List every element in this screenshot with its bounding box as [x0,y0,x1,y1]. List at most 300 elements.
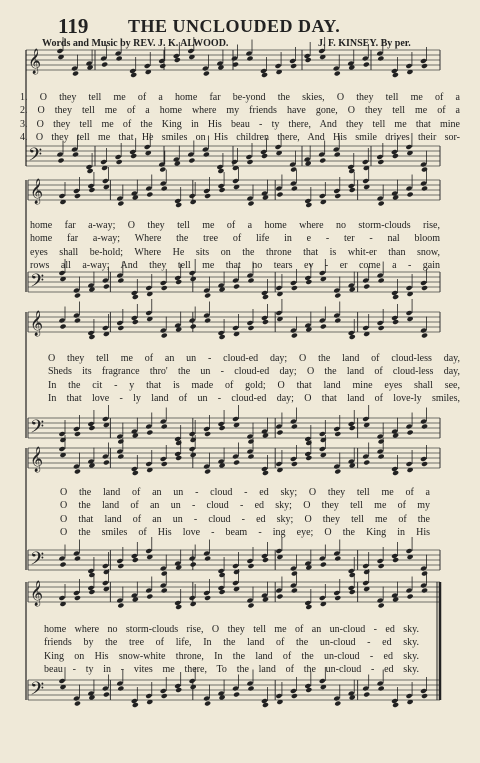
note-head [116,320,123,326]
note-head [73,551,80,557]
note-head [72,152,79,158]
note-head [102,454,109,460]
note-head [247,686,254,692]
note-head [204,595,211,601]
note-head [363,460,370,466]
note-head [189,556,196,562]
note-head [102,580,109,586]
lyric-line: home far a-way; O they tell me of a home where no storm-clouds rise, [30,220,440,231]
note-head [290,63,297,69]
note-head [407,594,414,600]
note-head [145,285,152,291]
note-head [161,693,168,699]
note-head [406,424,413,430]
note-head [406,186,413,192]
bass-clef-icon: 𝄢 [30,271,45,296]
note-head [363,692,370,698]
note-head [161,333,168,339]
note-head [362,325,369,331]
note-head [246,449,253,455]
note-head [377,196,384,202]
treble-clef-icon: 𝄞 [28,49,42,74]
note-head [117,603,124,609]
note-head [58,678,65,684]
note-head [160,566,167,572]
note-head [245,51,252,57]
note-head [291,186,298,192]
note-head [145,588,152,594]
note-head [378,686,385,692]
note-head [116,434,123,440]
note-head [333,313,340,319]
note-head [320,324,327,330]
note-head [102,416,109,422]
note-head [334,469,341,475]
note-head [247,201,254,207]
lyric-line: In the cit - y that is made of gold; O that land mine eyes shall see, [48,379,460,391]
note-head [144,63,151,69]
bass-clef-icon: 𝄢 [30,679,45,704]
note-head [58,595,65,601]
lyric-line: home far a-way; Where the tree of life in e - ter - nal bloom [30,233,440,245]
note-head [117,325,124,331]
note-head [247,454,254,460]
note-head [421,588,428,594]
note-head [276,430,283,436]
note-head [421,424,428,430]
lyric-line: 2. O they tell me of a home where my friends have gone, O they tell me of a [20,105,460,117]
note-head [362,454,369,460]
note-head [378,454,385,460]
note-head [100,56,107,62]
note-head [160,456,167,462]
note-head [406,693,413,699]
note-head [204,318,211,324]
note-head [73,188,80,194]
lyric-line: O the land of an un - cloud - ed sky; O they tell me of my [60,500,430,512]
note-head [275,424,282,430]
note-head [202,66,209,72]
note-head [289,58,296,64]
lyrics-block-5 [44,623,419,677]
note-head [245,154,252,160]
note-head [232,454,239,460]
note-head [289,162,296,168]
note-head [159,167,166,173]
music-credit: J. F. KINSEY. By per. [318,38,411,49]
lyric-line: In that love - ly land of un - cloud-ed day; O that land of love-ly smiles, [48,393,460,405]
note-head [116,159,123,165]
note-head [189,193,196,199]
note-head [117,454,124,460]
note-head [102,686,109,692]
lyric-line: O the smiles of His love - beam - ing eye; O the King in His [60,527,430,539]
note-head [378,278,385,284]
note-head [378,439,385,445]
note-head [74,469,81,475]
note-head [319,318,326,324]
note-head [117,278,124,284]
note-head [58,193,65,199]
note-head [102,325,109,331]
note-head [276,192,283,198]
note-head [232,580,239,586]
note-head [58,318,65,324]
note-head [406,461,413,467]
note-head [103,284,110,290]
note-head [421,693,428,699]
note-head [319,431,326,437]
note-head [231,159,238,165]
note-head [117,686,124,692]
treble-clef-icon: 𝄞 [30,581,44,606]
note-head [246,558,253,564]
note-head [246,681,253,687]
note-head [71,66,78,72]
note-head [160,419,167,425]
note-head [275,310,282,316]
note-head [377,558,384,564]
note-head [290,583,297,589]
note-head [56,152,63,158]
note-head [333,147,340,153]
note-head [232,325,239,331]
note-head [333,426,340,432]
note-head [203,313,210,319]
note-head [275,186,282,192]
note-head [73,426,80,432]
note-head [203,551,210,557]
note-head [232,278,239,284]
lyric-line: O that land of an un - cloud - ed sky; O they tell me of the [60,513,430,525]
note-head [233,284,240,290]
note-head [233,460,240,466]
note-head [421,461,428,467]
note-head [247,603,254,609]
lyric-line: eyes shall be-hold; Where He sits on the throne that is whit-er than snow, [30,246,440,258]
note-head [420,583,427,589]
note-head [319,678,326,684]
note-head [407,192,414,198]
note-head [334,318,341,324]
note-head [145,461,152,467]
note-head [203,71,210,77]
note-head [203,188,210,194]
note-head [161,424,168,430]
note-head [377,320,384,326]
note-head [59,324,66,330]
note-head [319,595,326,601]
hymn-number: 119 [58,14,89,38]
note-head [73,464,80,470]
note-head [420,456,427,462]
note-head [362,278,369,284]
note-head [231,56,238,62]
note-head [204,556,211,562]
note-head [319,556,326,562]
note-head [290,181,297,187]
lyric-line: O they tell me of an un - cloud-ed day; O the land of cloud-less day, [48,353,460,364]
note-head [363,62,370,68]
note-head [246,159,253,165]
note-head [275,63,282,69]
note-head [103,460,110,466]
note-head [275,548,282,554]
note-head [189,595,196,601]
lyric-line: home where no storm-clouds rise, O they tell me of an un-cloud - ed sky. [44,624,419,635]
note-head [232,416,239,422]
note-head [378,563,385,569]
note-head [333,66,340,72]
note-head [290,419,297,425]
note-head [378,201,385,207]
note-head [190,324,197,330]
note-head [204,431,211,437]
treble-clef-icon: 𝄞 [30,311,44,336]
note-head [116,56,123,62]
note-head [232,178,239,184]
note-head [116,273,123,279]
note-head [102,563,109,569]
note-head [102,178,109,184]
note-head [291,285,298,291]
note-head [247,563,254,569]
note-head [291,333,298,339]
lyrics-block-4 [60,486,430,540]
note-head [318,152,325,158]
bass-clef-icon: 𝄢 [28,145,43,170]
note-head [204,293,211,299]
note-head [203,464,210,470]
hymn-title: THE UNCLOUDED DAY. [128,16,341,36]
note-head [72,71,79,77]
note-head [406,548,413,554]
note-head [333,288,340,294]
note-head [290,688,297,694]
note-head [247,278,254,284]
note-head [333,464,340,470]
note-head [161,461,168,467]
note-head [420,566,427,572]
lyrics-block-3 [48,352,460,406]
note-head [203,590,210,596]
note-head [146,430,153,436]
note-head [161,285,168,291]
note-head [116,598,123,604]
note-head [377,159,384,165]
note-head [115,154,122,160]
note-head [362,159,369,165]
note-head [71,147,78,153]
note-head [160,688,167,694]
note-head [333,551,340,557]
note-head [101,62,108,68]
note-head [233,692,240,698]
note-head [334,71,341,77]
note-head [202,147,209,153]
note-head [74,431,81,437]
note-head [74,701,81,707]
note-head [376,51,383,57]
note-head [290,566,297,572]
treble-clef-icon: 𝄞 [30,179,44,204]
note-head [319,158,326,164]
lyric-line: 4. O they tell me that He smiles on His children there, And His smile drives their sor- [20,132,460,144]
note-head [160,181,167,187]
note-head [334,293,341,299]
note-head [290,280,297,286]
note-head [116,681,123,687]
note-head [74,193,81,199]
bass-clef-icon: 𝄢 [30,549,45,574]
note-head [420,181,427,187]
note-head [161,186,168,192]
note-head [362,416,369,422]
note-head [203,288,210,294]
note-head [247,439,254,445]
note-head [161,571,168,577]
lyric-line: beau - ty in - vites me there, To the land of the un-cloud - ed sky. [44,664,419,676]
words-credit: Words and Music by REV. J. K. ALWOOD. [42,38,229,49]
note-head [421,333,428,339]
note-head [57,158,64,164]
note-head [160,583,167,589]
note-head [58,556,65,562]
note-head [146,594,153,600]
note-head [74,595,81,601]
note-head [363,284,370,290]
note-head [420,280,427,286]
note-head [420,162,427,168]
note-head [291,571,298,577]
note-head [377,598,384,604]
note-head [377,56,384,62]
note-head [421,63,428,69]
note-head [161,588,168,594]
note-head [203,696,210,702]
lyrics-block-2 [30,219,440,273]
note-head [74,556,81,562]
note-head [232,686,239,692]
lyric-line: O the land of an un - cloud - ed sky; O they tell me of a [60,487,430,498]
note-head [145,186,152,192]
note-head [420,58,427,64]
lyric-line: Sheds its fragrance thro' the un - cloud-ed day; O the land of cloud-less day, [48,366,460,378]
note-head [405,63,412,69]
note-head [204,701,211,707]
note-head [378,325,385,331]
note-head [103,692,110,698]
note-head [117,201,124,207]
note-head [160,280,167,286]
note-head [232,563,239,569]
note-head [117,563,124,569]
note-head [290,328,297,334]
note-head [160,328,167,334]
note-head [320,562,327,568]
note-head [145,548,152,554]
lyric-line: King on His snow-white throne, In the land of the un-cloud - ed sky. [44,650,419,662]
note-head [189,431,196,437]
note-head [290,456,297,462]
note-head [377,434,384,440]
note-head [159,63,166,69]
note-head [188,158,195,164]
note-head [116,558,123,564]
note-head [421,571,428,577]
note-head [319,446,326,452]
note-head [74,293,81,299]
note-head [73,590,80,596]
note-head [318,48,325,54]
note-head [275,144,282,150]
note-head [146,192,153,198]
note-head [276,594,283,600]
note-head [145,693,152,699]
note-head [334,152,341,158]
note-head [187,152,194,158]
note-head [407,430,414,436]
note-head [246,56,253,62]
note-head [333,590,340,596]
note-head [376,154,383,160]
note-head [275,461,282,467]
note-head [102,278,109,284]
note-head [58,431,65,437]
note-head [406,285,413,291]
note-head [291,424,298,430]
note-head [421,186,428,192]
note-head [334,431,341,437]
note-head [73,288,80,294]
note-head [333,696,340,702]
note-head [362,563,369,569]
note-head [203,152,210,158]
note-head [291,588,298,594]
note-head [145,424,152,430]
note-head [275,693,282,699]
note-head [362,178,369,184]
note-head [377,449,384,455]
lyrics-block-1 [20,91,460,145]
note-head [190,562,197,568]
note-head [189,446,196,452]
note-head [406,310,413,316]
note-head [291,693,298,699]
note-head [100,159,107,165]
note-head [291,461,298,467]
note-head [246,434,253,440]
note-head [204,193,211,199]
note-head [116,449,123,455]
treble-clef-icon: 𝄞 [30,447,44,472]
note-head [420,688,427,694]
note-head [362,56,369,62]
note-head [275,285,282,291]
note-head [117,439,124,445]
note-head [334,701,341,707]
lyric-line: rows all a-way; And they tell me that no tears ev - er come a - gain [30,260,440,272]
bass-clef-icon: 𝄢 [30,417,45,442]
note-head [189,678,196,684]
note-head [275,588,282,594]
note-head [334,595,341,601]
note-head [420,419,427,425]
note-head [73,696,80,702]
note-head [333,188,340,194]
note-head [145,310,152,316]
note-head [74,318,81,324]
